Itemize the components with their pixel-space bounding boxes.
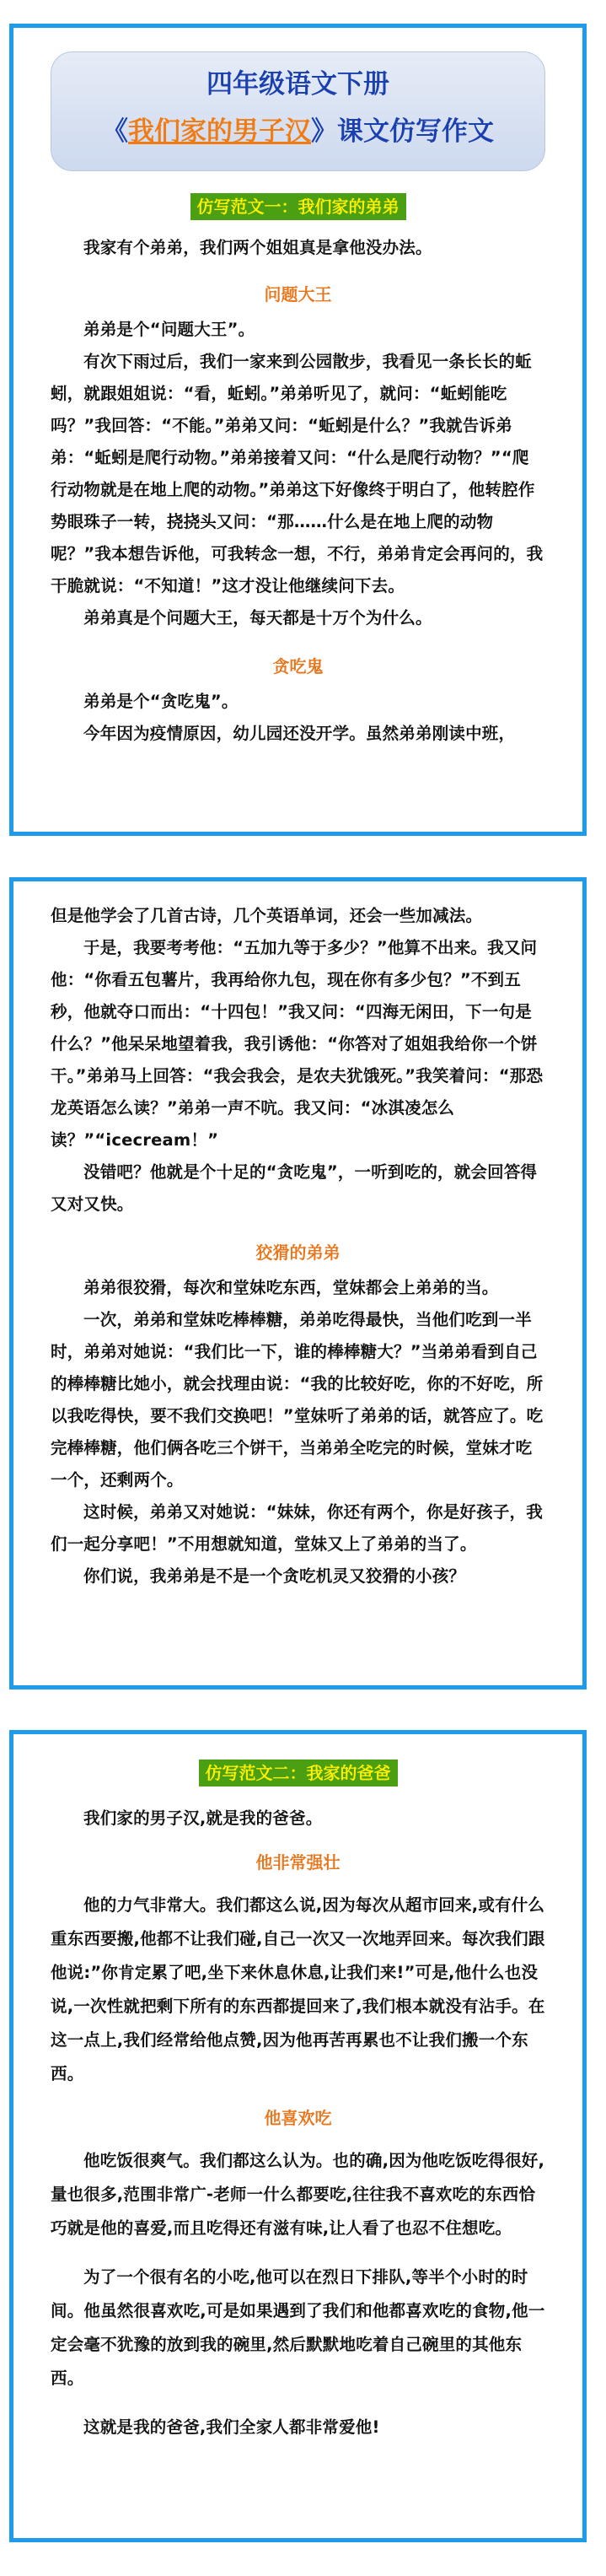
page-card-3	[9, 1730, 587, 2542]
grade-title: 四年级语文下册	[206, 69, 389, 100]
essay1-s2-p1: 弟弟是个“贪吃鬼”。	[83, 692, 239, 711]
title-highlight: 我们家的男子汉	[128, 116, 311, 147]
title-open-bracket: 《	[102, 116, 128, 147]
essay1-s1-p1: 弟弟是个“问题大王”。	[83, 320, 255, 339]
essay1-intro: 我家有个弟弟，我们两个姐姐真是拿他没办法。	[83, 238, 432, 257]
essay1-cont-p3: 没错吧？他就是个十足的“贪吃鬼”，一听到吃的，就会回答得又对又快。	[51, 1162, 538, 1214]
essay1-section3-heading: 狡猾的弟弟	[255, 1242, 341, 1263]
essay1-s2-p2: 今年因为疫情原因，幼儿园还没开学。虽然弟弟刚读中班，	[83, 724, 516, 743]
essay1-cont-p1: 但是他学会了几首古诗，几个英语单词，还会一些加减法。	[51, 906, 483, 925]
page-card-1	[9, 24, 587, 836]
lesson-title	[51, 108, 544, 155]
page-card-2	[9, 877, 587, 1689]
essay1-s1-p3: 弟弟真是个问题大王，每天都是十万个为什么。	[83, 608, 432, 628]
essay1-s1-p2: 有次下雨过后，我们一家来到公园散步，我看见一条长长的蚯蚓，就跟姐姐说：“看，蚯蚓。”弟弟听见了，就问：“蚯蚓能吃吗？”我回答：“不能。”弟弟又问：“蚯蚓是什么？”我就告诉弟弟：“蚯蚓是爬行动物。”弟弟接着又问：“什么是爬行动物？”“爬行动物就是在地上爬的动物。”弟弟这下好像终于明白了，他转腔作势眼珠子一转，挠挠头又问：“那……什么是在地上爬的动物呢？”我本想告诉他，可我转念一想，不行，弟弟肯定会再问的，我干脆就说：“不知道！”这才没让他继续问下去。	[51, 352, 544, 595]
essay2-s2-p1: 他吃饭很爽气。我们都这么认为。也的确,因为他吃饭吃得很好,量也很多,范围非常广-老师一什么都要吃,往往我不喜欢吃的东西恰巧就是他的喜爱,而且吃得还有滋有味,让人看了也忍不住想吃。	[51, 2151, 545, 2238]
essay2-intro: 我们家的男子汉,就是我的爸爸。	[83, 1808, 323, 1828]
essay1-s3-p3: 这时候，弟弟又对她说：“妹妹，你还有两个，你是好孩子，我们一起分享吧！”不用想就知道，堂妹又上了弟弟的当了。	[51, 1502, 543, 1554]
essay1-s3-p2: 一次，弟弟和堂妹吃棒棒糖，弟弟吃得最快，当他们吃到一半时，弟弟对她说：“我们比一下，谁的棒棒糖大？”当弟弟看到自己的棒棒糖比她小，就会找理由说：“我的比较好吃，你的不好吃，所以我吃得快，要不我们交换吧！”堂妹听了弟弟的话，就答应了。吃完棒棒糖，他们俩各吃三个饼干，当弟弟全吃完的时候，堂妹才吃一个，还剩两个。	[51, 1310, 544, 1490]
essay1-cont-p2: 于是，我要考考他：“五加九等于多少？”他算不出来。我又问他：“你看五包薯片，我再给你九包，现在你有多少包？”不到五秒，他就夺口而出：“十四包！”我又问：“四海无闲田，下一句是什么？”他呆呆地望着我，我引诱他：“你答对了姐姐我给你一个饼干。”弟弟马上回答：“我会我会，是农夫犹饿死。”我笑着问：“那恐龙英语怎么读？”弟弟一声不吭。我又问：“冰淇凌怎么读？”“icecream！”	[51, 938, 544, 1150]
title-suffix: 》课文仿写作文	[311, 116, 494, 147]
title-banner	[51, 51, 545, 171]
essay1-s3-p4: 你们说，我弟弟是不是一个贪吃机灵又狡猾的小孩？	[83, 1566, 466, 1586]
essay2-section2-heading: 他喜欢吃	[264, 2108, 332, 2128]
essay2-s2-p2: 为了一个很有名的小吃,他可以在烈日下排队,等半个小时的时间。他虽然很喜欢吃,可是如果遇到了我们和他都喜欢吃的食物,他一定会毫不犹豫的放到我的碗里,然后默默地吃着自己碗里的其他东西。	[51, 2267, 545, 2388]
essay2-s2-p3: 这就是我的爸爸,我们全家人都非常爱他!	[83, 2417, 380, 2437]
essay1-badge: 仿写范文一：我们家的弟弟	[190, 193, 406, 220]
essay1-section1-heading: 问题大王	[264, 284, 332, 304]
essay1-s3-p1: 弟弟很狡猾，每次和堂妹吃东西，堂妹都会上弟弟的当。	[83, 1278, 499, 1297]
essay1-section2-heading: 贪吃鬼	[272, 656, 324, 676]
essay2-section1-heading: 他非常强壮	[255, 1852, 341, 1873]
essay2-s1-p1: 他的力气非常大。我们都这么说,因为每次从超市回来,或有什么重东西要搬,他都不让我们碰,自己一次又一次地弄回来。每次我们跟他说:”你肯定累了吧,坐下来休息休息,让我们来!”可是,他什么也没说,一次性就把剩下所有的东西都提回来了,我们根本就没有沾手。在这一点上,我们经常给他点赞,因为他再苦再累也不让我们搬一个东西。	[51, 1895, 545, 2083]
essay2-badge: 仿写范文二：我家的爸爸	[199, 1760, 398, 1786]
